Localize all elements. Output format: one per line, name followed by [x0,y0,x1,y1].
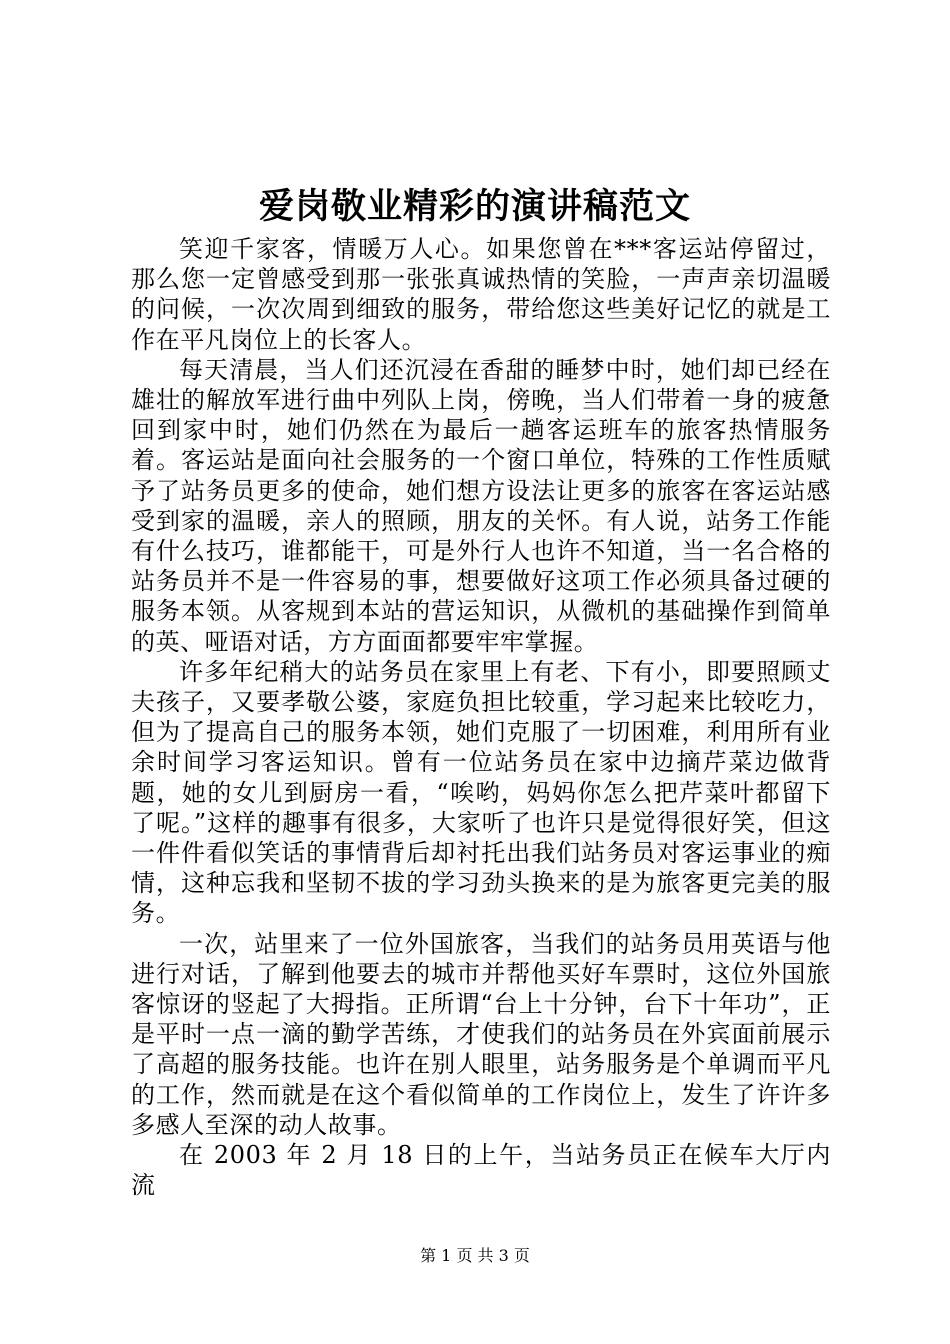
paragraph-2: 每天清晨，当人们还沉浸在香甜的睡梦中时，她们却已经在雄壮的解放军进行曲中列队上岗，傍晚，当人们带着一身的疲惫回到家中时，她们仍然在为最后一趟客运班车的旅客热情服务着。客运站是面向社会服务的一个窗口单位，特殊的工作性质赋予了站务员更多的使命，她们想方设法让更多的旅客在客运站感受到家的温暖，亲人的照顾，朋友的关怀。有人说，站务工作能有什么技巧，谁都能干，可是外行人也许不知道，当一名合格的站务员并不是一件容易的事，想要做好这项工作必须具备过硬的服务本领。从客规到本站的营运知识，从微机的基础操作到简单的英、哑语对话，方方面面都要牢牢掌握。 [131,355,831,656]
document-body [131,234,831,1201]
paragraph-5: 在 2003 年 2 月 18 日的上午，当站务员正在候车大厅内流 [131,1141,831,1200]
document-title: 爱岗敬业精彩的演讲稿范文 [258,186,691,227]
paragraph-1: 笑迎千家客，情暖万人心。如果您曾在***客运站停留过，那么您一定曾感受到那一张张真诚热情的笑脸，一声声亲切温暖的问候，一次次周到细致的服务，带给您这些美好记忆的就是工作在平凡岗位上的长客人。 [131,235,831,354]
paragraph-3: 许多年纪稍大的站务员在家里上有老、下有小，即要照顾丈夫孩子，又要孝敬公婆，家庭负担比较重，学习起来比较吃力，但为了提高自己的服务本领，她们克服了一切困难，利用所有业余时间学习客运知识。曾有一位站务员在家中边摘芹菜边做背题，她的女儿到厨房一看，“唉哟，妈妈你怎么把芹菜叶都留下了呢。”这样的趣事有很多，大家听了也许只是觉得很好笑，但这一件件看似笑话的事情背后却衬托出我们站务员对客运事业的痴情，这种忘我和坚韧不拔的学习劲头换来的是为旅客更完美的服务。 [131,657,831,928]
page-number-footer: 第 1 页 共 3 页 [420,1246,530,1265]
paragraph-4: 一次，站里来了一位外国旅客，当我们的站务员用英语与他进行对话，了解到他要去的城市并帮他买好车票时，这位外国旅客惊讶的竖起了大拇指。正所谓“台上十分钟，台下十年功”，正是平时一点一滴的勤学苦练，才使我们的站务员在外宾面前展示了高超的服务技能。也许在别人眼里，站务服务是个单调而平凡的工作，然而就是在这个看似简单的工作岗位上，发生了许许多多感人至深的动人故事。 [131,929,831,1139]
